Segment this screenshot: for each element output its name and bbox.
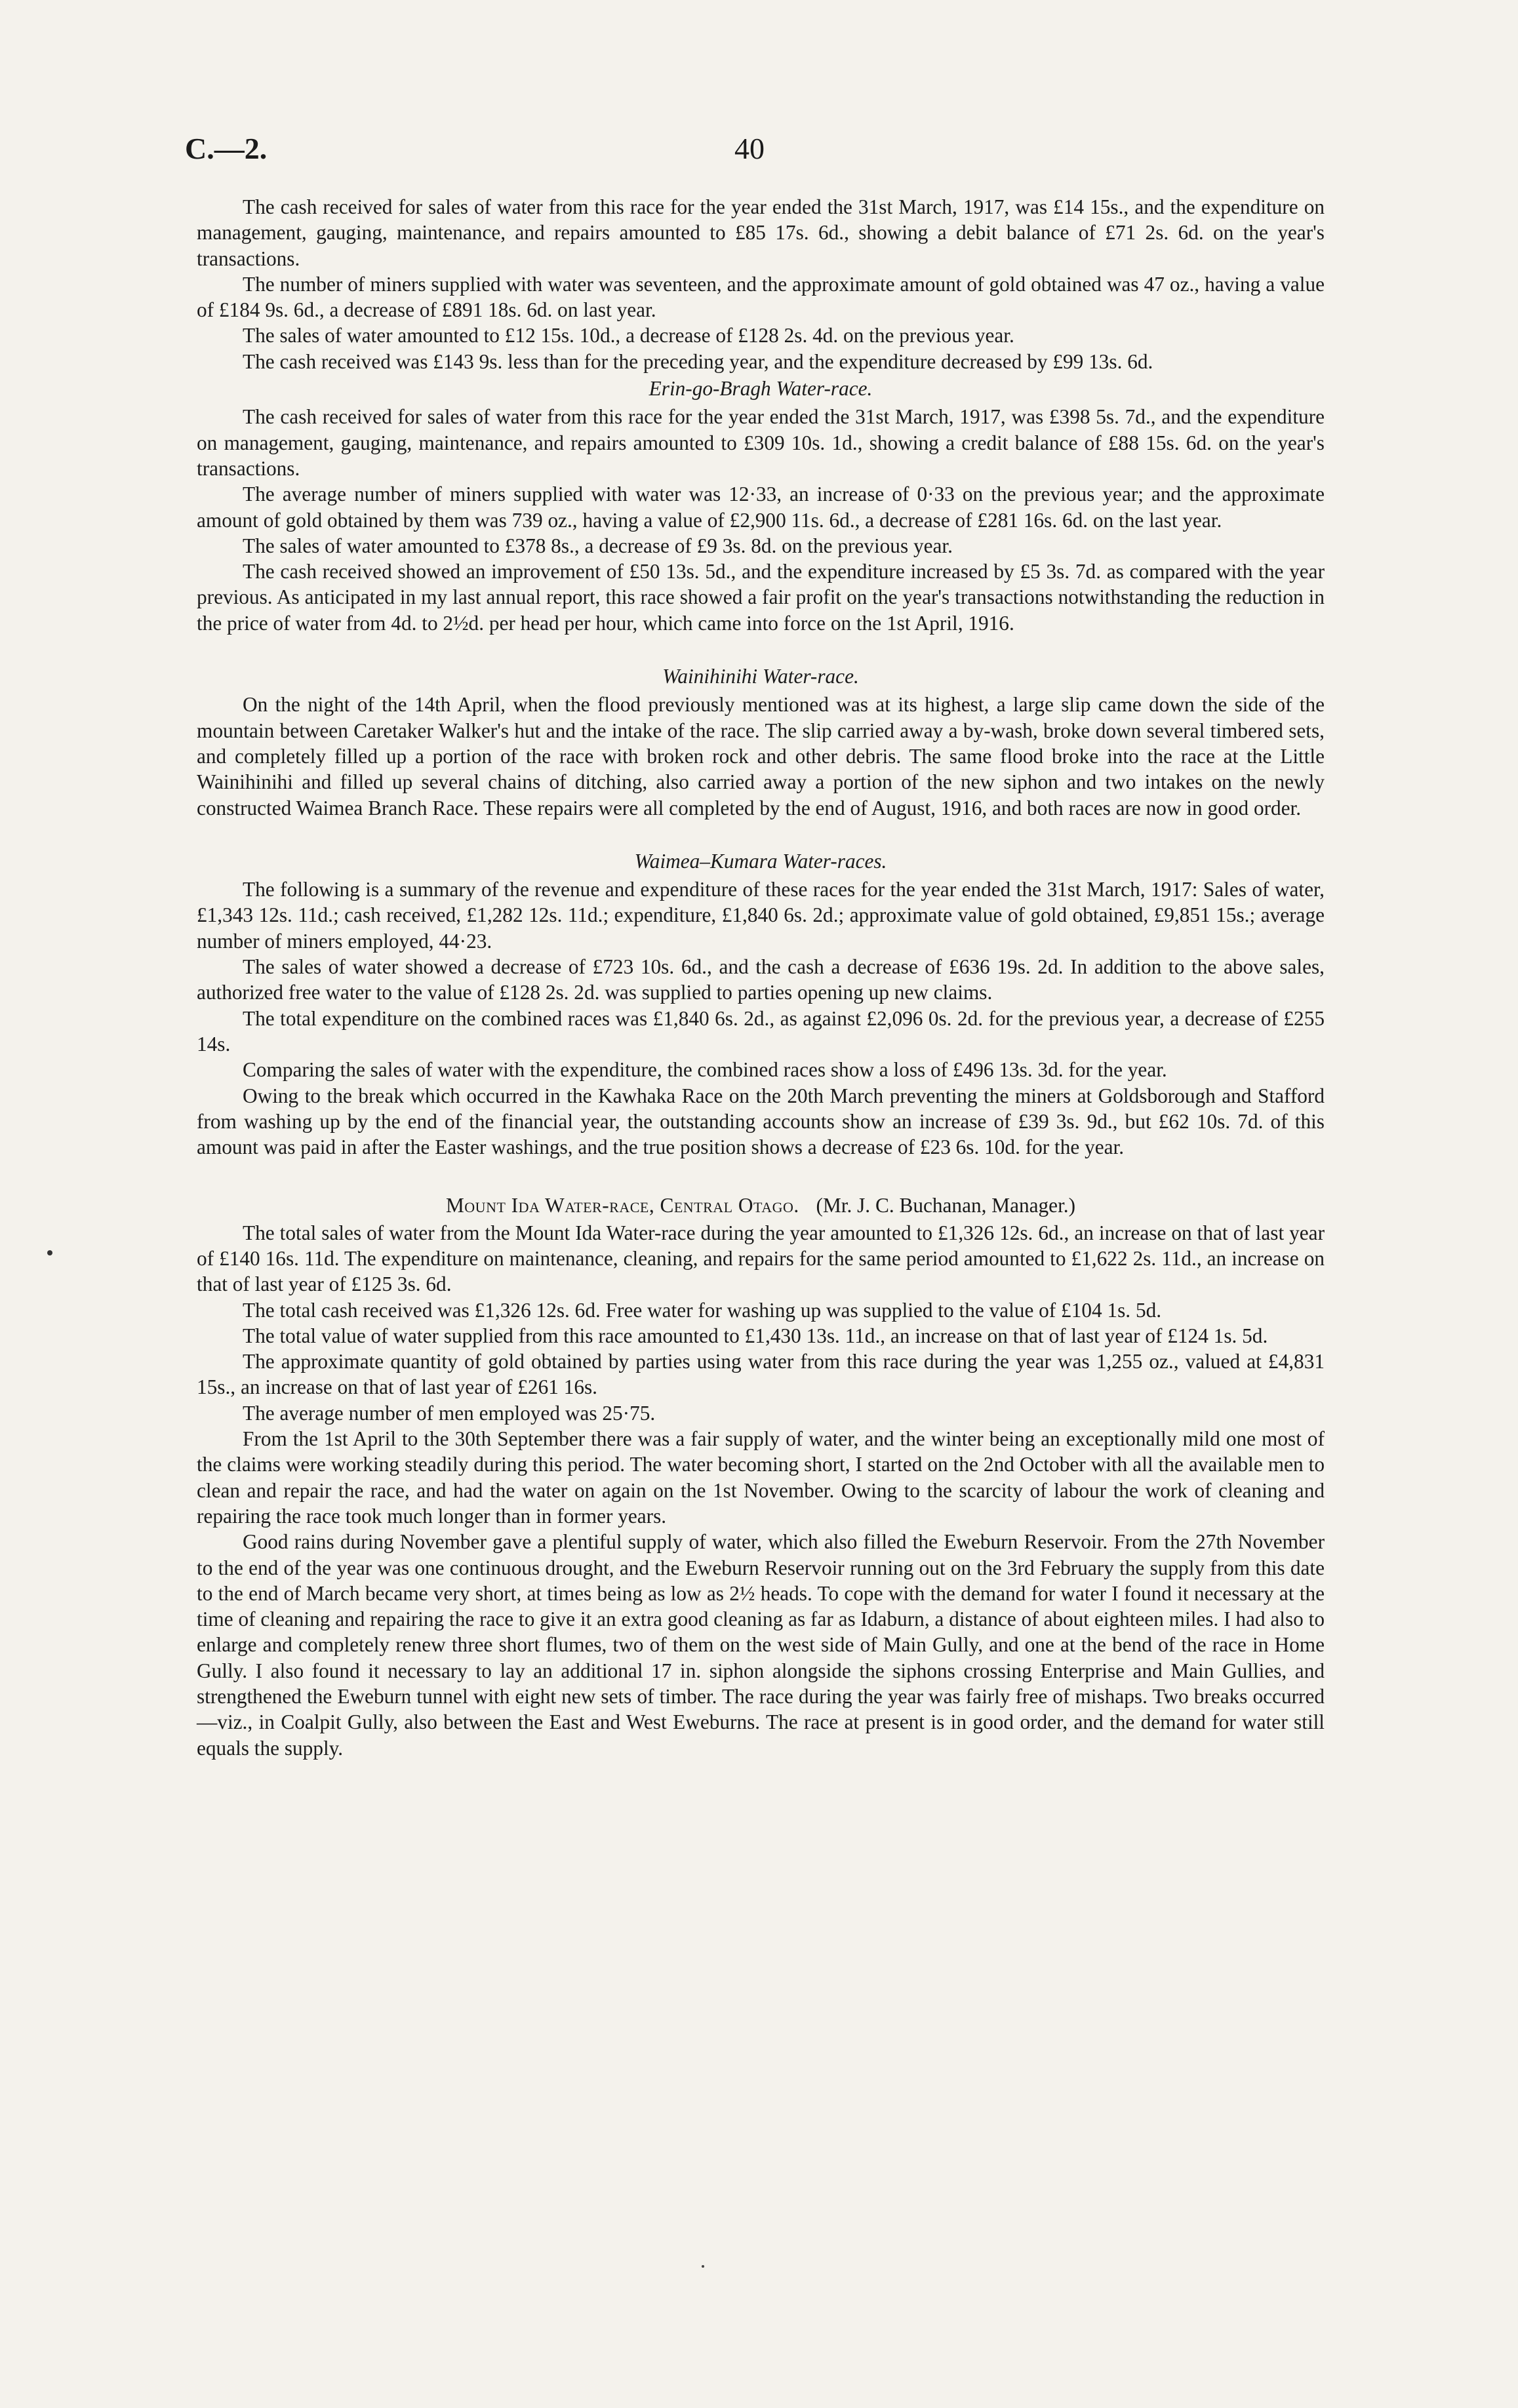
paragraph: Comparing the sales of water with the expenditure, the combined races show a loss of £496 13s. 3d. for the year. bbox=[243, 1058, 1167, 1082]
erin-go-bragh-section bbox=[197, 376, 1325, 636]
section-heading: Wainihinihi Water-race. bbox=[662, 665, 859, 688]
waimea-kumara-section bbox=[197, 848, 1325, 1160]
margin-mark bbox=[47, 1250, 52, 1255]
section-heading: Erin-go-Bragh Water-race. bbox=[649, 377, 873, 401]
document-code: C.—2. bbox=[185, 132, 268, 165]
paragraph: The following is a summary of the revenue and expenditure of these races for the year ended the 31st March, 1917: Sales of water, £1,343 12s. 11d.; cash received, £1,282 12s. 11d.; expenditure, £1,840 6s. 2d.; approximate value of gold obtained, £9,851 15s.; average number of miners employed, 44·23. bbox=[197, 878, 1325, 953]
paragraph: The cash received was £143 9s. less than for the preceding year, and the expenditure decreased by £99 13s. 6d. bbox=[243, 349, 1153, 373]
paragraph: The average number of men employed was 25·75. bbox=[243, 1401, 656, 1425]
heading-title: Mount Ida Water-race, Central Otago. bbox=[445, 1194, 799, 1217]
paragraph: The number of miners supplied with water was seventeen, and the approximate amount of gold obtained was 47 oz., having a value of £184 9s. 6d., a decrease of £891 18s. 6d. on last year. bbox=[197, 272, 1325, 322]
section-heading: Waimea–Kumara Water-races. bbox=[634, 849, 887, 873]
paragraph: The approximate quantity of gold obtained by parties using water from this race during the year was 1,255 oz., valued at £4,831 15s., an increase on that of last year of £261 16s. bbox=[197, 1350, 1325, 1399]
heading-manager: (Mr. J. C. Buchanan, Manager.) bbox=[816, 1194, 1076, 1217]
page-number: 40 bbox=[734, 132, 765, 165]
body-text bbox=[197, 194, 1325, 1761]
paragraph: On the night of the 14th April, when the flood previously mentioned was at its highest, a large slip came down the side of the mountain between Caretaker Walker's hut and the intake of the race. The slip carried away a by-wash, broke down several timbered sets, and completely filled up a portion of the race with broken rock and other debris. The same flood broke into the race at the Little Wainihinihi and filled up several chains of ditching, also carried away a portion of the new siphon and two intakes on the newly constructed Waimea Branch Race. These repairs were all completed by the end of August, 1916, and both races are now in good order. bbox=[197, 693, 1325, 819]
section-heading bbox=[197, 1193, 1325, 1218]
paragraph: The sales of water amounted to £378 8s., a decrease of £9 3s. 8d. on the previous year. bbox=[243, 534, 953, 557]
paragraph: The cash received for sales of water from this race for the year ended the 31st March, 1917, was £398 5s. 7d., and the expenditure on management, gauging, maintenance, and repairs amounted to £309 10s. 1d., showing a credit balance of £88 15s. 6d. on the year's transactions. bbox=[197, 405, 1325, 480]
paragraph: The total sales of water from the Mount Ida Water-race during the year amounted to £1,326 12s. 6d., an increase on that of last year of £140 16s. 11d. The expenditure on maintenance, cleaning, and repairs for the same period amounted to £1,622 2s. 11d., an increase on that of last year of £125 3s. 6d. bbox=[197, 1221, 1325, 1296]
paragraph: The total cash received was £1,326 12s. 6d. Free water for washing up was supplied to the value of £104 1s. 5d. bbox=[243, 1298, 1162, 1322]
wainihinihi-section bbox=[197, 663, 1325, 821]
paragraph: Owing to the break which occurred in the Kawhaka Race on the 20th March preventing the miners at Goldsborough and Stafford from washing up by the end of the financial year, the outstanding accounts show an increase of £39 3s. 9d., but £62 10s. 7d. of this amount was paid in after the Easter washings, and the true position shows a decrease of £23 6s. 10d. for the year. bbox=[197, 1084, 1325, 1159]
paragraph: From the 1st April to the 30th September there was a fair supply of water, and the winter being an exceptionally mild one most of the claims were working steadily during this period. The water becoming short, I started on the 2nd October with all the available men to clean and repair the race, and had the water on again on the 1st November. Owing to the scarcity of labour the work of cleaning and repairing the race took much longer than in former years. bbox=[197, 1427, 1325, 1528]
paragraph: The cash received showed an improvement of £50 13s. 5d., and the expenditure increased by £5 3s. 7d. as compared with the year previous. As anticipated in my last annual report, this race showed a fair profit on the year's transactions notwithstanding the reduction in the price of water from 4d. to 2½d. per head per hour, which came into force on the 1st April, 1916. bbox=[197, 560, 1325, 635]
intro-section bbox=[197, 194, 1325, 374]
mount-ida-section bbox=[197, 1193, 1325, 1761]
paragraph: Good rains during November gave a plentiful supply of water, which also filled the Eweburn Reservoir. From the 27th November to the end of the year was one continuous drought, and the Eweburn Reservoir running out on the 3rd February the supply from this date to the end of March became very short, at times being as low as 2½ heads. To cope with the demand for water I found it necessary at the time of cleaning and repairing the race to give it an extra good cleaning as far as Idaburn, a distance of about eighteen miles. I had also to enlarge and completely renew three short flumes, two of them on the west side of Main Gully, and one at the bend of the race in Home Gully. I also found it necessary to lay an additional 17 in. siphon alongside the siphons crossing Enterprise and Main Gullies, and strengthened the Eweburn tunnel with eight new sets of timber. The race during the year was fairly free of mishaps. Two breaks occurred—viz., in Coalpit Gully, also between the East and West Eweburns. The race at present is in good order, and the demand for water still equals the supply. bbox=[197, 1530, 1325, 1760]
paragraph: The total value of water supplied from this race amounted to £1,430 13s. 11d., an increase on that of last year of £124 1s. 5d. bbox=[243, 1324, 1268, 1347]
paragraph: The sales of water amounted to £12 15s. 10d., a decrease of £128 2s. 4d. on the previous year. bbox=[243, 324, 1014, 347]
paragraph: The sales of water showed a decrease of £723 10s. 6d., and the cash a decrease of £636 19s. 2d. In addition to the above sales, authorized free water to the value of £128 2s. 2d. was supplied to parties opening up new claims. bbox=[197, 955, 1325, 1004]
page-mark bbox=[702, 2265, 704, 2268]
paragraph: The total expenditure on the combined races was £1,840 6s. 2d., as against £2,096 0s. 2d. for the previous year, a decrease of £255 14s. bbox=[197, 1006, 1325, 1056]
running-head bbox=[185, 131, 1332, 177]
paragraph: The cash received for sales of water from this race for the year ended the 31st March, 1917, was £14 15s., and the expenditure on management, gauging, maintenance, and repairs amounted to £85 17s. 6d., showing a debit balance of £71 2s. 6d. on the year's transactions. bbox=[197, 195, 1325, 270]
paragraph: The average number of miners supplied with water was 12·33, an increase of 0·33 on the previous year; and the approximate amount of gold obtained by them was 739 oz., having a value of £2,900 11s. 6d., a decrease of £281 16s. 6d. on the last year. bbox=[197, 483, 1325, 532]
